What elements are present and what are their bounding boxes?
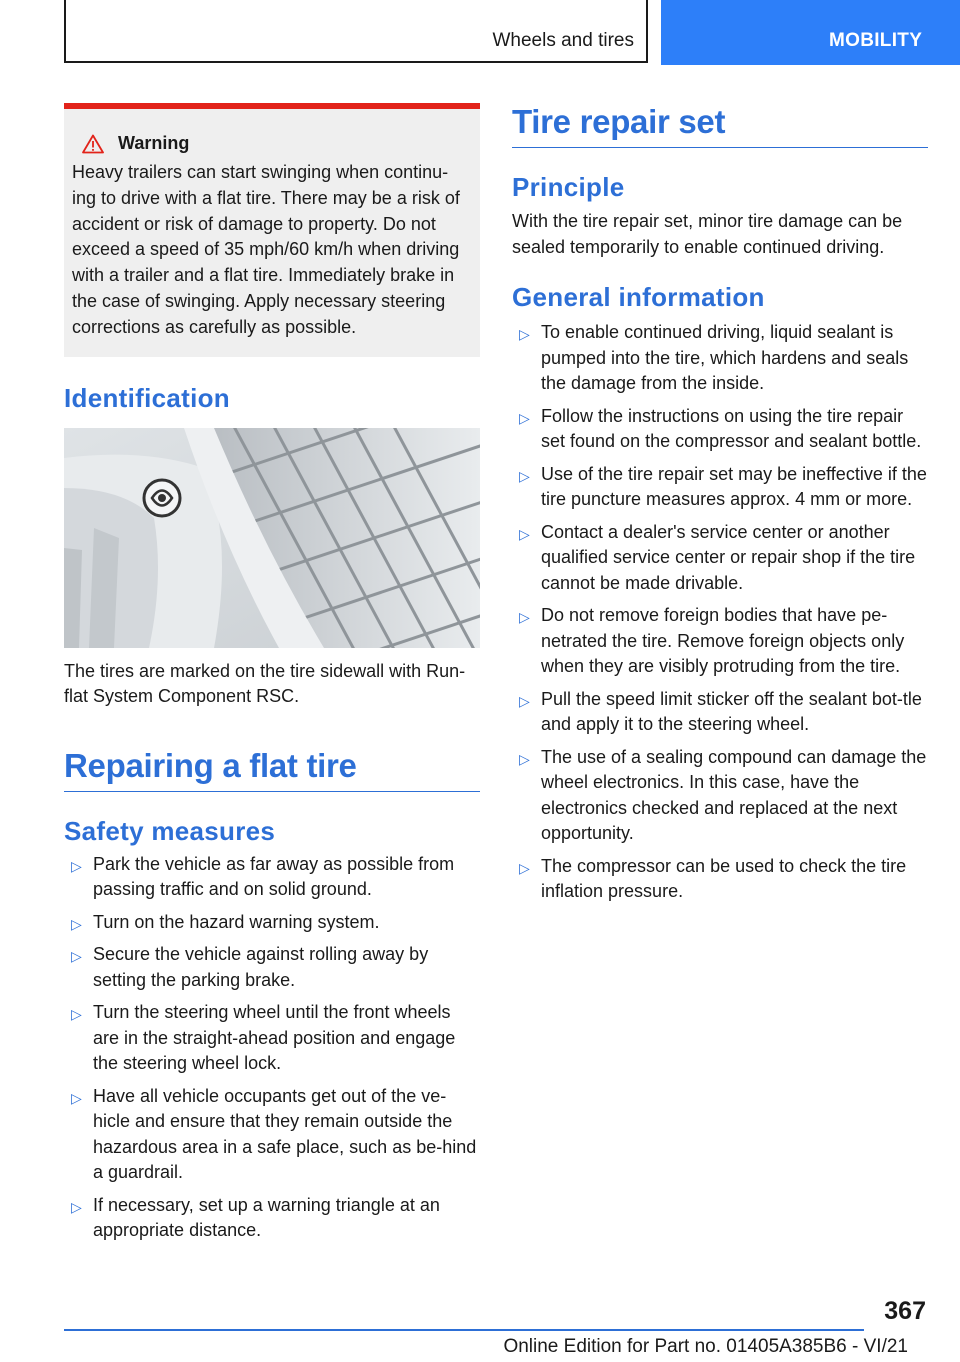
page-number: 367	[884, 1297, 926, 1325]
chapter-tab-label: MOBILITY	[829, 30, 923, 51]
list-item	[512, 462, 928, 513]
triangle-bullet-icon: ▷	[71, 1089, 82, 1106]
list-item-text: Park the vehicle as far away as possible from passing traffic and on solid ground.	[93, 853, 455, 900]
triangle-bullet-icon: ▷	[519, 750, 530, 767]
identification-heading: Identification	[64, 382, 230, 413]
list-item	[512, 404, 928, 455]
safety-measures-list	[64, 852, 480, 1244]
list-item-text: Turn the steering wheel until the front wheels are in the straight-ahead position and engage the steering wheel lock.	[93, 1002, 456, 1074]
tire-repair-set-heading: Tire repair set	[512, 103, 928, 148]
list-item-text: Turn on the hazard warning system.	[93, 911, 380, 932]
triangle-bullet-icon: ▷	[71, 1006, 82, 1023]
warning-title: Warning	[118, 133, 190, 153]
list-item	[512, 520, 928, 597]
list-item	[64, 910, 480, 936]
list-item-text: Secure the vehicle against rolling away by setting the parking brake.	[93, 944, 429, 990]
triangle-bullet-icon: ▷	[519, 326, 530, 342]
list-item	[64, 852, 480, 903]
list-item-text: If necessary, set up a warning triangle at an appropriate distance.	[93, 1194, 440, 1241]
general-information-heading: General information	[512, 282, 765, 312]
list-item-text: The compressor can be used to check the tire inflation pressure.	[541, 855, 907, 901]
list-item-text: The use of a sealing compound can damage the wheel electronics. In this case, have the electronics checked and replaced at the next opportunity.	[541, 746, 927, 843]
triangle-bullet-icon: ▷	[519, 525, 530, 542]
triangle-bullet-icon: ▷	[519, 859, 530, 876]
list-item	[64, 942, 480, 993]
list-item	[512, 745, 928, 847]
list-item	[512, 687, 928, 738]
edition-note: Online Edition for Part no. 01405A385B6 - VI/21	[503, 1336, 908, 1357]
list-item-text: Contact a dealer's service center or another qualified service center or repair shop if the tire cannot be made drivable.	[541, 521, 916, 593]
list-item	[512, 603, 928, 680]
triangle-bullet-icon: ▷	[71, 915, 82, 932]
principle-text: With the tire repair set, minor tire damage can be sealed temporarily to enable continued driving.	[512, 211, 903, 257]
section-title: Wheels and tires	[492, 30, 634, 51]
list-item	[512, 854, 928, 905]
triangle-bullet-icon: ▷	[71, 948, 82, 965]
list-item	[64, 1084, 480, 1186]
chapter-tab[interactable]	[661, 0, 960, 65]
list-item-text: Pull the speed limit sticker off the sealant bot‐tle and apply it to the steering wheel.	[541, 688, 922, 734]
triangle-bullet-icon: ▷	[519, 692, 530, 709]
list-item-text: Use of the tire repair set may be ineffective if the tire puncture measures approx. 4 mm or more.	[541, 463, 927, 509]
identification-text: The tires are marked on the tire sidewall with Run-flat System Component RSC.	[64, 660, 466, 707]
list-item	[64, 1193, 480, 1244]
left-column	[64, 103, 480, 1251]
warning-text: Heavy trailers can start swinging when continu‐ing to drive with a flat tire. There may be a risk of accident or risk of damage to property. Do not exceed a speed of 35 mph/60 km/h when driving with a trailer and a flat tire. Immediately brake in the case of swinging. Apply necessary steering corrections as carefully as possible.	[72, 162, 460, 337]
list-item	[64, 1000, 480, 1077]
list-item	[512, 320, 928, 397]
triangle-bullet-icon: ▷	[519, 409, 530, 426]
triangle-bullet-icon: ▷	[519, 467, 530, 484]
footer-divider	[64, 1329, 864, 1331]
list-item-text: Follow the instructions on using the tire repair set found on the compressor and sealant bottle.	[541, 405, 922, 451]
repairing-flat-tire-heading: Repairing a flat tire	[64, 747, 480, 792]
warning-triangle-icon	[82, 134, 104, 154]
list-item-text: Have all vehicle occupants get out of the ve‐hicle and ensure that they remain outside the hazardous area in a safe place, such as be‐hind a guardrail.	[93, 1085, 477, 1183]
triangle-bullet-icon: ▷	[71, 1198, 82, 1215]
list-item-text: Do not remove foreign bodies that have pe‐netrated the tire. Remove foreign objects only when they are visibly protruding from the tire.	[541, 605, 905, 676]
tire-sidewall-image	[64, 428, 480, 648]
right-column	[512, 103, 928, 912]
principle-heading: Principle	[512, 172, 625, 202]
safety-measures-heading: Safety measures	[64, 815, 276, 846]
triangle-bullet-icon: ▷	[519, 609, 530, 625]
tire-sidewall-illustration	[64, 428, 480, 648]
triangle-bullet-icon: ▷	[71, 857, 82, 874]
general-information-list	[512, 320, 928, 905]
list-item-text: To enable continued driving, liquid sealant is pumped into the tire, which hardens and seals the damage from the inside.	[541, 322, 909, 393]
warning-box	[64, 103, 480, 357]
header-section-box	[64, 0, 648, 63]
warning-title-row	[72, 133, 472, 154]
